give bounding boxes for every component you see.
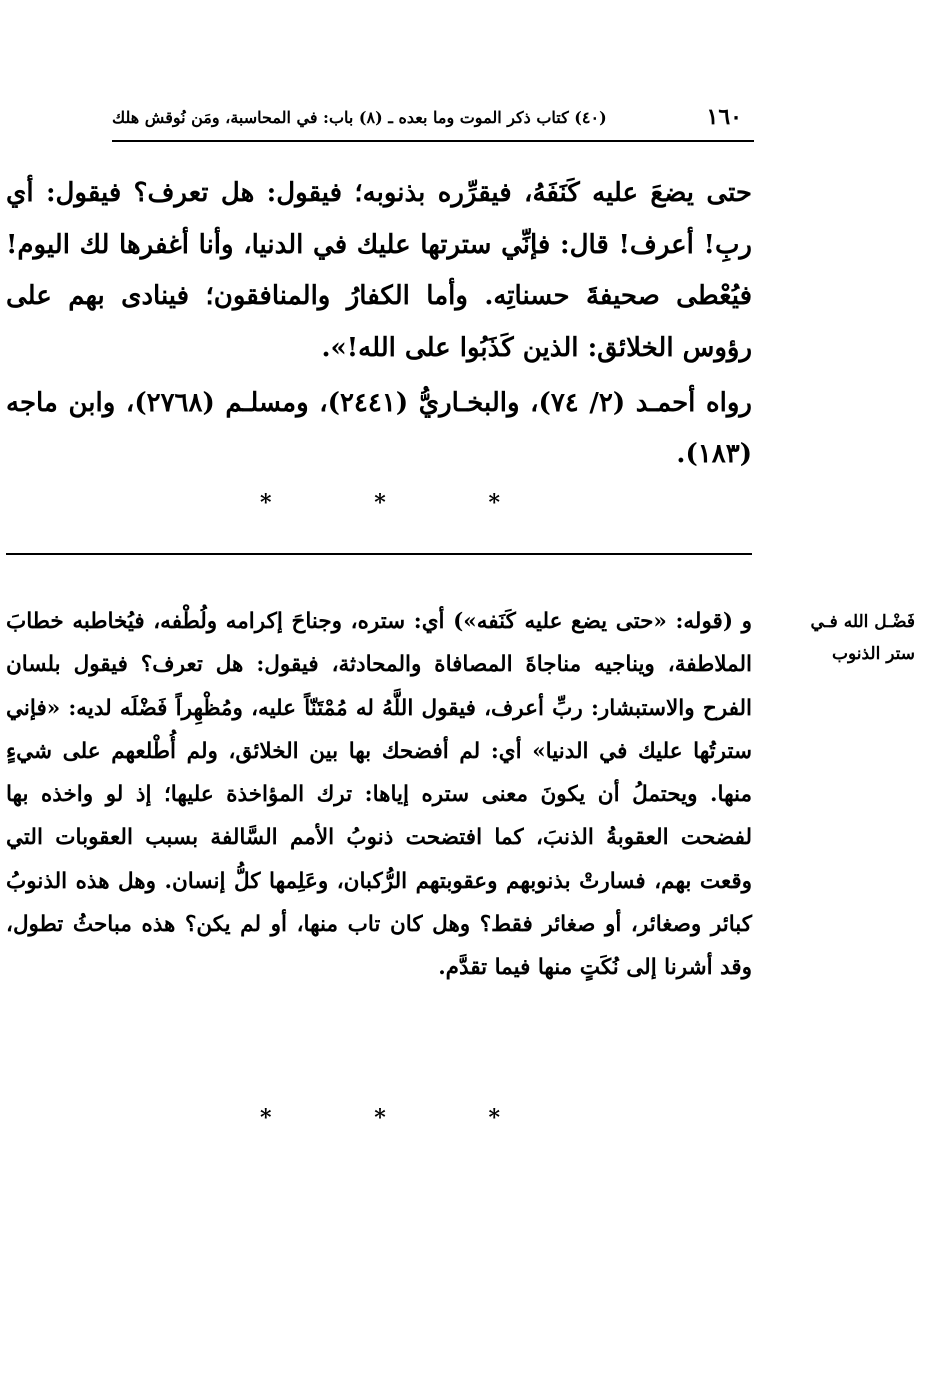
footnote-divider [6, 553, 752, 555]
margin-title-line: ستر الذنوب [831, 644, 915, 664]
section-separator-bottom [260, 1105, 500, 1131]
star-ornament: * [374, 1105, 386, 1131]
star-ornament: * [374, 490, 386, 516]
hadith-text: حتى يضعَ عليه كَنَفَهُ، فيقرِّره بذنوبه؛ فيقول: هل تعرف؟ فيقول: أي ربِ! أعرف! قال: فإنِّي سترتها عليك في الدنيا، وأنا أغفرها لك اليوم! فيُعْطى صحيفةَ حسناتِه. وأما الكفارُ والمنافقون؛ فينادى بهم على رؤوس الخلائق: الذين كَذَبُوا على الله!». [6, 178, 752, 363]
commentary-text: و (قوله: «حتى يضع عليه كَنَفه») أي: ستره، وجناحَ إكرامه ولُطْفه، فيُخاطبه خطابَ الملاطفة، ويناجيه مناجاةَ المصافاة والمحادثة، فيقول: هل تعرف؟ فيقول بلسان الفرح والاستبشار: ربِّ أعرف، فيقول اللَّهُ له مُمْتَنّاً عليه، ومُظْهِراً فَضْلَه لديه: «فإني سترتُها عليك في الدنيا» أي: لم أفضحك بها بين الخلائق، ولم أُطْلعهم على شيءٍ منها. ويحتملُ أن يكونَ معنى ستره إياها: ترك المؤاخذة عليها؛ إذ لو واخذه بها لفضحت العقوبةُ الذنبَ، كما افتضحت ذنوبُ الأمم السَّالفة بسبب العقوبات التي وقعت بهم، فسارتْ بذنوبهم وعقوبتهم الرُّكبان، وعَلِمها كلُّ إنسان. وهل هذه الذنوبُ كبائر وصغائر، أو صغائر فقط؟ وهل كان تاب منها، أو لم يكن؟ هذه مباحثُ تطول، وقد أشرنا إلى نُكَتٍ منها فيما تقدَّم. [6, 609, 752, 981]
star-ornament: * [260, 490, 272, 516]
margin-title-line: فَضْـل الله فـي [810, 612, 915, 632]
hadith-sources: رواه أحمـد (٢/ ٧٤)، والبخـاريُّ (٢٤٤١)، ومسلـم (٢٧٦٨)، وابن ماجه (١٨٣). [6, 388, 752, 469]
page-number: ١٦٠ [706, 104, 742, 130]
header-rule [112, 140, 754, 142]
running-title: (٤٠) كتاب ذكر الموت وما بعده ـ (٨) باب: في المحاسبة، ومَن نُوقش هلك [112, 108, 607, 127]
star-ornament: * [488, 1105, 500, 1131]
star-ornament: * [260, 1105, 272, 1131]
section-separator-top [260, 490, 500, 516]
star-ornament: * [488, 490, 500, 516]
margin-title [775, 606, 915, 670]
running-header [112, 100, 742, 136]
